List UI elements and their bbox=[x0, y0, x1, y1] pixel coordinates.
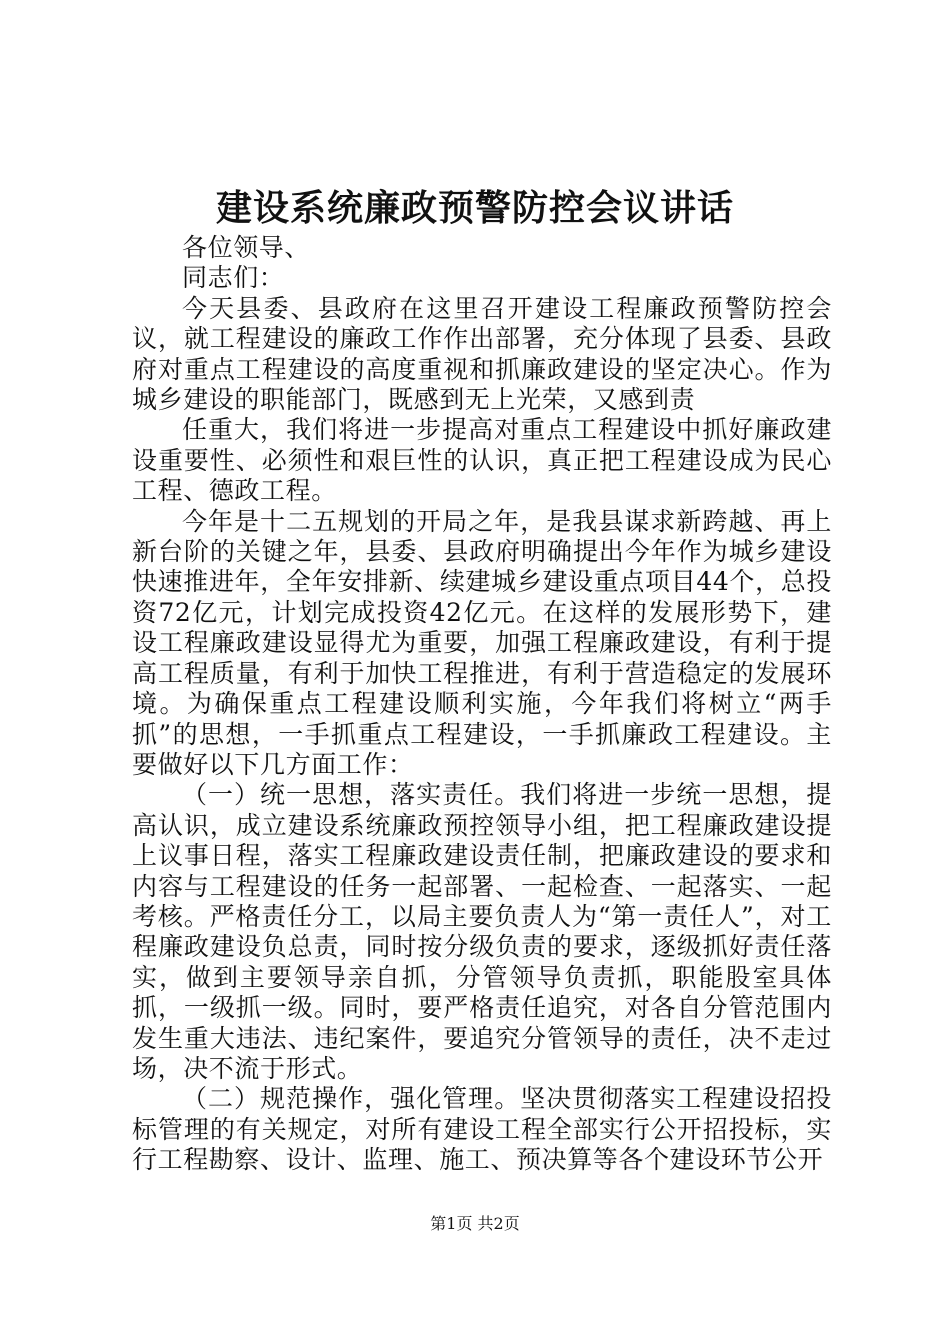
paragraph-responsibility: 任重大，我们将进一步提高对重点工程建设中抓好廉政建设重要性、必须性和艰巨性的认识，真正把工程建设成为民心工程、德政工程。 bbox=[132, 415, 832, 506]
page-footer: 第1页 共2页 bbox=[430, 1214, 520, 1233]
salutation-leaders: 各位领导、 bbox=[182, 233, 311, 262]
paragraph-section-one: （一）统一思想，落实责任。我们将进一步统一思想，提高认识，成立建设系统廉政预控领导小组，把工程廉政建设提上议事日程，落实工程廉政建设责任制，把廉政建设的要求和内容与工程建设的任务一起部署、一起检查、一起落实、一起考核。严格责任分工，以局主要负责人为“第一责任人”，对工程廉政建设负总责，同时按分级负责的要求，逐级抓好责任落实，做到主要领导亲自抓，分管领导负责抓，职能股室具体抓，一级抓一级。同时，要严格责任追究，对各自分管范围内发生重大违法、违纪案件，要追究分管领导的责任，决不走过场，决不流于形式。 bbox=[132, 780, 832, 1083]
salutation-comrades: 同志们： bbox=[182, 263, 285, 293]
paragraph-section-two: （二）规范操作，强化管理。坚决贯彻落实工程建设招投标管理的有关规定，对所有建设工程全部实行公开招投标，实行工程勘察、设计、监理、施工、预决算等各个建设环节公开 bbox=[132, 1084, 832, 1175]
paragraph-intro: 今天县委、县政府在这里召开建设工程廉政预警防控会议，就工程建设的廉政工作作出部署，充分体现了县委、县政府对重点工程建设的高度重视和抓廉政建设的坚定决心。作为城乡建设的职能部门，既感到无上光荣，又感到责 bbox=[132, 293, 832, 415]
paragraph-context: 今年是十二五规划的开局之年，是我县谋求新跨越、再上新台阶的关键之年，县委、县政府明确提出今年作为城乡建设快速推进年，全年安排新、续建城乡建设重点项目44个，总投资72亿元，计划完成投资42亿元。在这样的发展形势下，建设工程廉政建设显得尤为重要，加强工程廉政建设，有利于提高工程质量，有利于加快工程推进，有利于营造稳定的发展环境。为确保重点工程建设顺利实施，今年我们将树立“两手抓”的思想，一手抓重点工程建设，一手抓廉政工程建设。主要做好以下几方面工作： bbox=[132, 506, 832, 779]
document-body bbox=[132, 233, 832, 1176]
document-title: 建设系统廉政预警防控会议讲话 bbox=[215, 187, 734, 229]
